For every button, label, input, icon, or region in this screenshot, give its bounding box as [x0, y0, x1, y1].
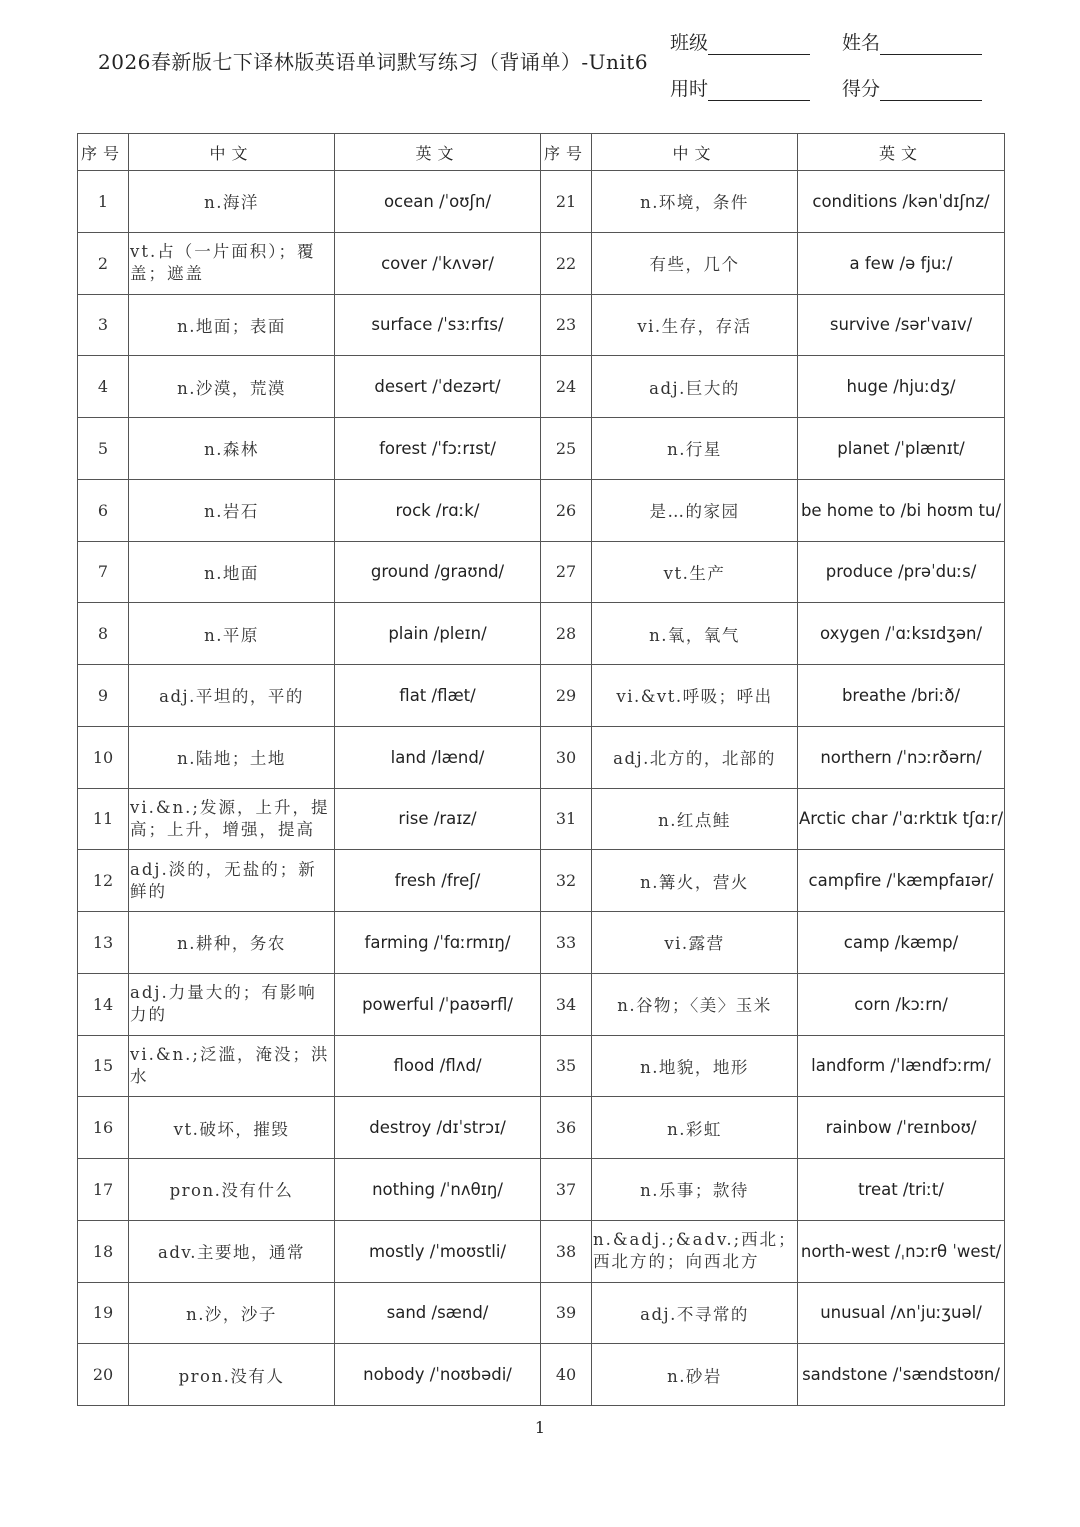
chinese-meaning: adj.力量大的；有影响力的: [129, 973, 335, 1035]
table-row: [78, 1220, 1005, 1282]
word-number: 39: [541, 1282, 592, 1344]
word-number: 13: [78, 912, 129, 974]
table-row: [78, 603, 1005, 665]
word-number: 12: [78, 850, 129, 912]
chinese-meaning: n.砂岩: [592, 1344, 798, 1406]
time-label: 用时: [670, 78, 709, 100]
chinese-meaning: n.沙漠，荒漠: [129, 356, 335, 418]
word-number: 31: [541, 788, 592, 850]
chinese-meaning: n.&adj.;&adv.;西北；西北方的；向西北方: [592, 1220, 798, 1282]
table-row: [78, 726, 1005, 788]
word-number: 21: [541, 171, 592, 233]
header-zh-left: 中文: [129, 134, 335, 171]
chinese-meaning: pron.没有人: [129, 1344, 335, 1406]
chinese-meaning: vt.生产: [592, 541, 798, 603]
name-label: 姓名: [842, 32, 881, 54]
word-number: 9: [78, 665, 129, 727]
english-word: mostly /ˈmoʊstli/: [335, 1220, 541, 1282]
table-row: [78, 788, 1005, 850]
word-number: 28: [541, 603, 592, 665]
word-number: 8: [78, 603, 129, 665]
english-word: oxygen /ˈɑːksɪdʒən/: [798, 603, 1005, 665]
english-word: desert /ˈdezərt/: [335, 356, 541, 418]
header-num-right: 序号: [541, 134, 592, 171]
word-number: 15: [78, 1035, 129, 1097]
table-row: [78, 294, 1005, 356]
english-word: powerful /ˈpaʊərfl/: [335, 973, 541, 1035]
table-row: [78, 232, 1005, 294]
word-number: 18: [78, 1220, 129, 1282]
word-number: 24: [541, 356, 592, 418]
english-word: ocean /ˈoʊʃn/: [335, 171, 541, 233]
word-number: 16: [78, 1097, 129, 1159]
chinese-meaning: n.沙，沙子: [129, 1282, 335, 1344]
english-word: a few /ə fjuː/: [798, 232, 1005, 294]
word-number: 17: [78, 1159, 129, 1221]
name-field: [842, 28, 982, 55]
chinese-meaning: n.岩石: [129, 479, 335, 541]
word-number: 19: [78, 1282, 129, 1344]
word-number: 34: [541, 973, 592, 1035]
english-word: forest /ˈfɔːrɪst/: [335, 418, 541, 480]
word-number: 4: [78, 356, 129, 418]
word-number: 30: [541, 726, 592, 788]
header-num-left: 序号: [78, 134, 129, 171]
word-number: 35: [541, 1035, 592, 1097]
english-word: rock /rɑːk/: [335, 479, 541, 541]
chinese-meaning: vi.&vt.呼吸；呼出: [592, 665, 798, 727]
english-word: land /lænd/: [335, 726, 541, 788]
english-word: planet /ˈplænɪt/: [798, 418, 1005, 480]
table-row: [78, 1097, 1005, 1159]
chinese-meaning: 有些，几个: [592, 232, 798, 294]
english-word: ground /graʊnd/: [335, 541, 541, 603]
chinese-meaning: n.谷物；〈美〉玉米: [592, 973, 798, 1035]
word-number: 26: [541, 479, 592, 541]
chinese-meaning: n.彩虹: [592, 1097, 798, 1159]
chinese-meaning: n.氧，氧气: [592, 603, 798, 665]
table-row: [78, 418, 1005, 480]
table-row: [78, 850, 1005, 912]
chinese-meaning: n.行星: [592, 418, 798, 480]
chinese-meaning: vi.生存，存活: [592, 294, 798, 356]
english-word: campfire /ˈkæmpfaɪər/: [798, 850, 1005, 912]
chinese-meaning: adj.淡的，无盐的；新鲜的: [129, 850, 335, 912]
english-word: conditions /kənˈdɪʃnz/: [798, 171, 1005, 233]
word-number: 37: [541, 1159, 592, 1221]
chinese-meaning: adj.巨大的: [592, 356, 798, 418]
word-number: 20: [78, 1344, 129, 1406]
word-number: 11: [78, 788, 129, 850]
english-word: north-west /ˌnɔːrθ ˈwest/: [798, 1220, 1005, 1282]
chinese-meaning: vi.&n.;发源，上升，提高；上升，增强，提高: [129, 788, 335, 850]
english-word: produce /prəˈduːs/: [798, 541, 1005, 603]
vocabulary-table: [77, 133, 1005, 1406]
english-word: treat /triːt/: [798, 1159, 1005, 1221]
table-header-row: [78, 134, 1005, 171]
english-word: camp /kæmp/: [798, 912, 1005, 974]
chinese-meaning: vt.破坏，摧毁: [129, 1097, 335, 1159]
table-row: [78, 1035, 1005, 1097]
english-word: flood /flʌd/: [335, 1035, 541, 1097]
chinese-meaning: vt.占（一片面积）；覆盖；遮盖: [129, 232, 335, 294]
table-row: [78, 973, 1005, 1035]
chinese-meaning: n.平原: [129, 603, 335, 665]
english-word: northern /ˈnɔːrðərn/: [798, 726, 1005, 788]
word-number: 7: [78, 541, 129, 603]
english-word: landform /ˈlændfɔːrm/: [798, 1035, 1005, 1097]
english-word: unusual /ʌnˈjuːʒuəl/: [798, 1282, 1005, 1344]
chinese-meaning: n.篝火，营火: [592, 850, 798, 912]
english-word: rise /raɪz/: [335, 788, 541, 850]
english-word: be home to /bi hoʊm tu/: [798, 479, 1005, 541]
table-row: [78, 1344, 1005, 1406]
english-word: rainbow /ˈreɪnboʊ/: [798, 1097, 1005, 1159]
table-row: [78, 171, 1005, 233]
document-title: 2026春新版七下译林版英语单词默写练习（背诵单）-Unit6: [98, 50, 649, 74]
word-number: 10: [78, 726, 129, 788]
table-row: [78, 479, 1005, 541]
chinese-meaning: n.乐事；款待: [592, 1159, 798, 1221]
header-zh-right: 中文: [592, 134, 798, 171]
english-word: farming /ˈfɑːrmɪŋ/: [335, 912, 541, 974]
english-word: Arctic char /ˈɑːrktɪk tʃɑːr/: [798, 788, 1005, 850]
english-word: corn /kɔːrn/: [798, 973, 1005, 1035]
word-number: 3: [78, 294, 129, 356]
english-word: destroy /dɪˈstrɔɪ/: [335, 1097, 541, 1159]
word-number: 5: [78, 418, 129, 480]
english-word: sand /sænd/: [335, 1282, 541, 1344]
english-word: nothing /ˈnʌθɪŋ/: [335, 1159, 541, 1221]
table-row: [78, 1159, 1005, 1221]
chinese-meaning: n.森林: [129, 418, 335, 480]
chinese-meaning: vi.露营: [592, 912, 798, 974]
word-number: 6: [78, 479, 129, 541]
page-number: 1: [534, 1418, 546, 1437]
english-word: surface /ˈsɜːrfɪs/: [335, 294, 541, 356]
chinese-meaning: 是…的家园: [592, 479, 798, 541]
score-label: 得分: [842, 78, 881, 100]
word-number: 25: [541, 418, 592, 480]
chinese-meaning: n.红点鲑: [592, 788, 798, 850]
chinese-meaning: n.耕种，务农: [129, 912, 335, 974]
english-word: plain /pleɪn/: [335, 603, 541, 665]
class-label: 班级: [670, 32, 709, 54]
chinese-meaning: n.地面；表面: [129, 294, 335, 356]
word-number: 23: [541, 294, 592, 356]
chinese-meaning: adj.平坦的，平的: [129, 665, 335, 727]
english-word: survive /sərˈvaɪv/: [798, 294, 1005, 356]
word-number: 33: [541, 912, 592, 974]
english-word: breathe /briːð/: [798, 665, 1005, 727]
english-word: flat /flæt/: [335, 665, 541, 727]
chinese-meaning: n.地貌，地形: [592, 1035, 798, 1097]
chinese-meaning: adv.主要地，通常: [129, 1220, 335, 1282]
chinese-meaning: n.地面: [129, 541, 335, 603]
word-number: 40: [541, 1344, 592, 1406]
name-blank: [880, 34, 982, 55]
chinese-meaning: adj.不寻常的: [592, 1282, 798, 1344]
table-row: [78, 356, 1005, 418]
word-number: 22: [541, 232, 592, 294]
english-word: fresh /freʃ/: [335, 850, 541, 912]
word-number: 27: [541, 541, 592, 603]
score-field: [842, 74, 982, 101]
chinese-meaning: pron.没有什么: [129, 1159, 335, 1221]
chinese-meaning: n.环境，条件: [592, 171, 798, 233]
table-row: [78, 912, 1005, 974]
english-word: cover /ˈkʌvər/: [335, 232, 541, 294]
english-word: huge /hjuːdʒ/: [798, 356, 1005, 418]
time-field: [670, 74, 810, 101]
table-body: [78, 171, 1005, 1406]
score-blank: [880, 80, 982, 101]
chinese-meaning: n.陆地；土地: [129, 726, 335, 788]
word-number: 32: [541, 850, 592, 912]
english-word: nobody /ˈnoʊbədi/: [335, 1344, 541, 1406]
class-field: [670, 28, 810, 55]
word-number: 14: [78, 973, 129, 1035]
header-en-right: 英文: [798, 134, 1005, 171]
table-row: [78, 541, 1005, 603]
chinese-meaning: adj.北方的，北部的: [592, 726, 798, 788]
header-en-left: 英文: [335, 134, 541, 171]
table-row: [78, 1282, 1005, 1344]
word-number: 38: [541, 1220, 592, 1282]
chinese-meaning: vi.&n.;泛滥，淹没；洪水: [129, 1035, 335, 1097]
class-blank: [708, 34, 810, 55]
time-blank: [708, 80, 810, 101]
word-number: 1: [78, 171, 129, 233]
word-number: 29: [541, 665, 592, 727]
chinese-meaning: n.海洋: [129, 171, 335, 233]
table-row: [78, 665, 1005, 727]
word-number: 36: [541, 1097, 592, 1159]
word-number: 2: [78, 232, 129, 294]
english-word: sandstone /ˈsændstoʊn/: [798, 1344, 1005, 1406]
